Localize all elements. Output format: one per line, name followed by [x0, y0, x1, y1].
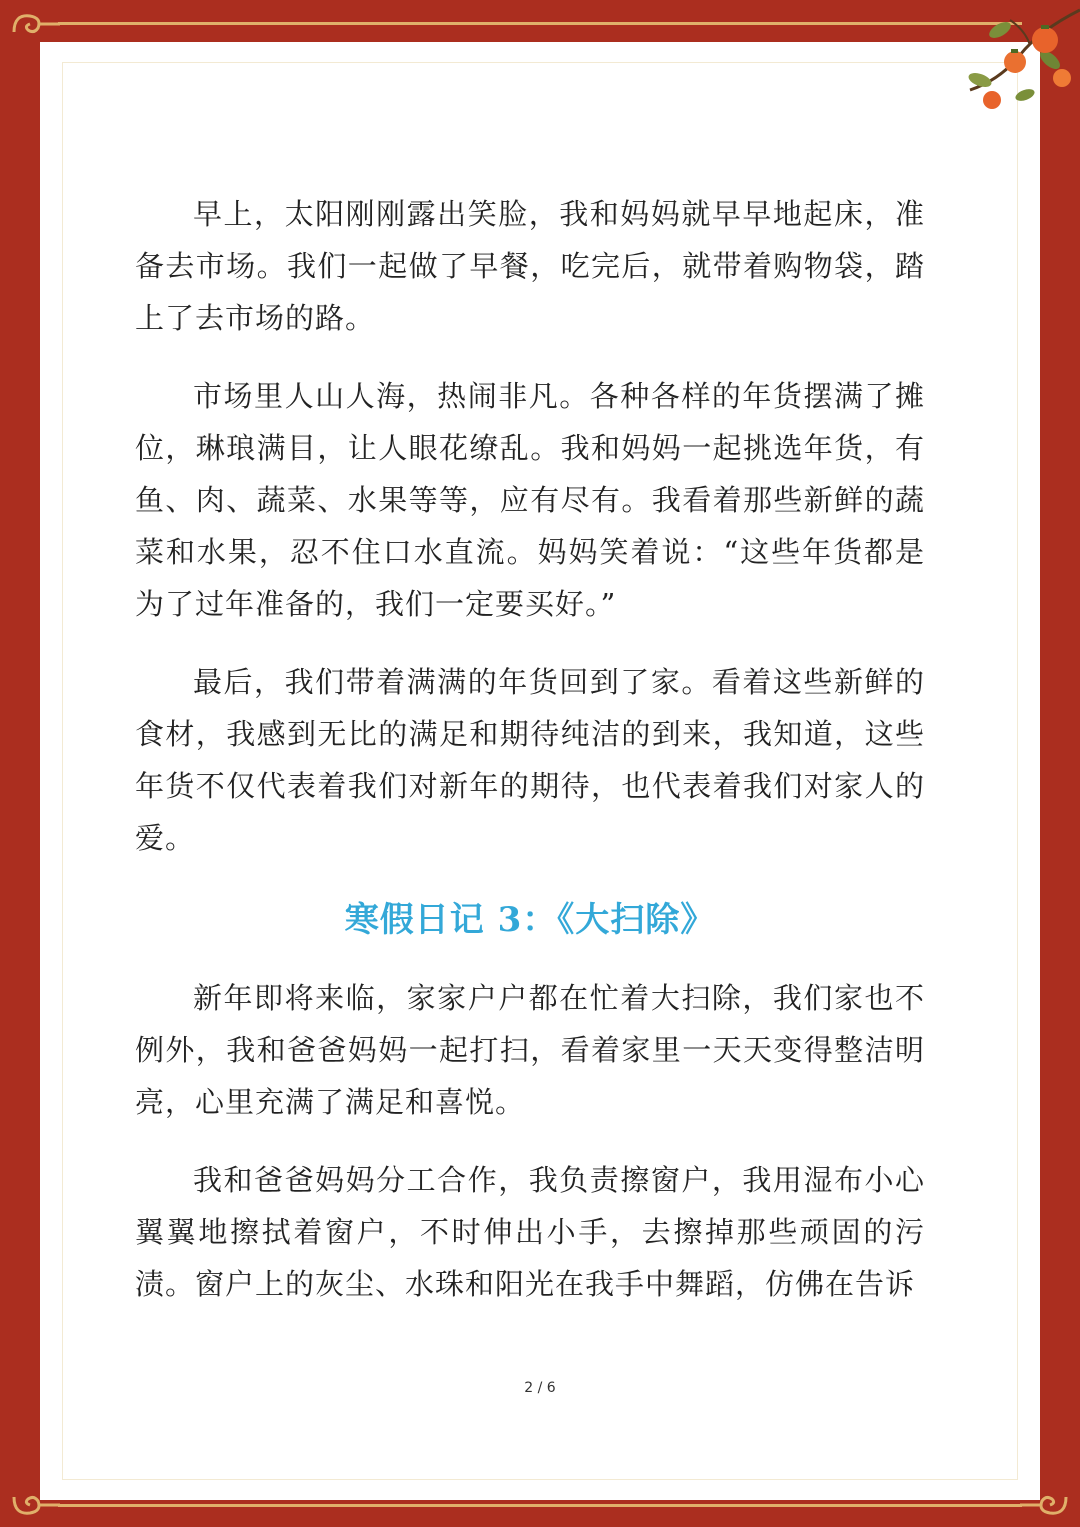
section-title: 寒假日记 3：《大扫除》	[344, 900, 716, 940]
page-number: 2 / 6	[524, 1380, 556, 1396]
cloud-scroll-icon	[8, 8, 60, 38]
article-body	[135, 188, 925, 1336]
bottom-gold-rail	[58, 1504, 1022, 1507]
page-paper	[40, 42, 1040, 1500]
paragraph: 早上，太阳刚刚露出笑脸，我和妈妈就早早地起床，准备去市场。我们一起做了早餐，吃完后，就带着购物袋，踏上了去市场的路。	[135, 197, 925, 335]
paragraph: 我和爸爸妈妈分工合作，我负责擦窗户，我用湿布小心翼翼地擦拭着窗户，不时伸出小手，去擦掉那些顽固的污渍。窗户上的灰尘、水珠和阳光在我手中舞蹈，仿佛在告诉	[135, 1163, 925, 1301]
paragraph: 新年即将来临，家家户户都在忙着大扫除，我们家也不例外，我和爸爸妈妈一起打扫，看着家里一天天变得整洁明亮，心里充满了满足和喜悦。	[135, 981, 925, 1119]
paragraph: 市场里人山人海，热闹非凡。各种各样的年货摆满了摊位，琳琅满目，让人眼花缭乱。我和妈妈一起挑选年货，有鱼、肉、蔬菜、水果等等，应有尽有。我看着那些新鲜的蔬菜和水果，忍不住口水直流。妈妈笑着说：“这些年货都是为了过年准备的，我们一定要买好。”	[135, 379, 925, 621]
paragraph: 最后，我们带着满满的年货回到了家。看着这些新鲜的食材，我感到无比的满足和期待纯洁的到来，我知道，这些年货不仅代表着我们对新年的期待，也代表着我们对家人的爱。	[135, 665, 925, 855]
persimmon-branch-icon	[930, 0, 1080, 120]
top-gold-rail	[58, 22, 1022, 25]
